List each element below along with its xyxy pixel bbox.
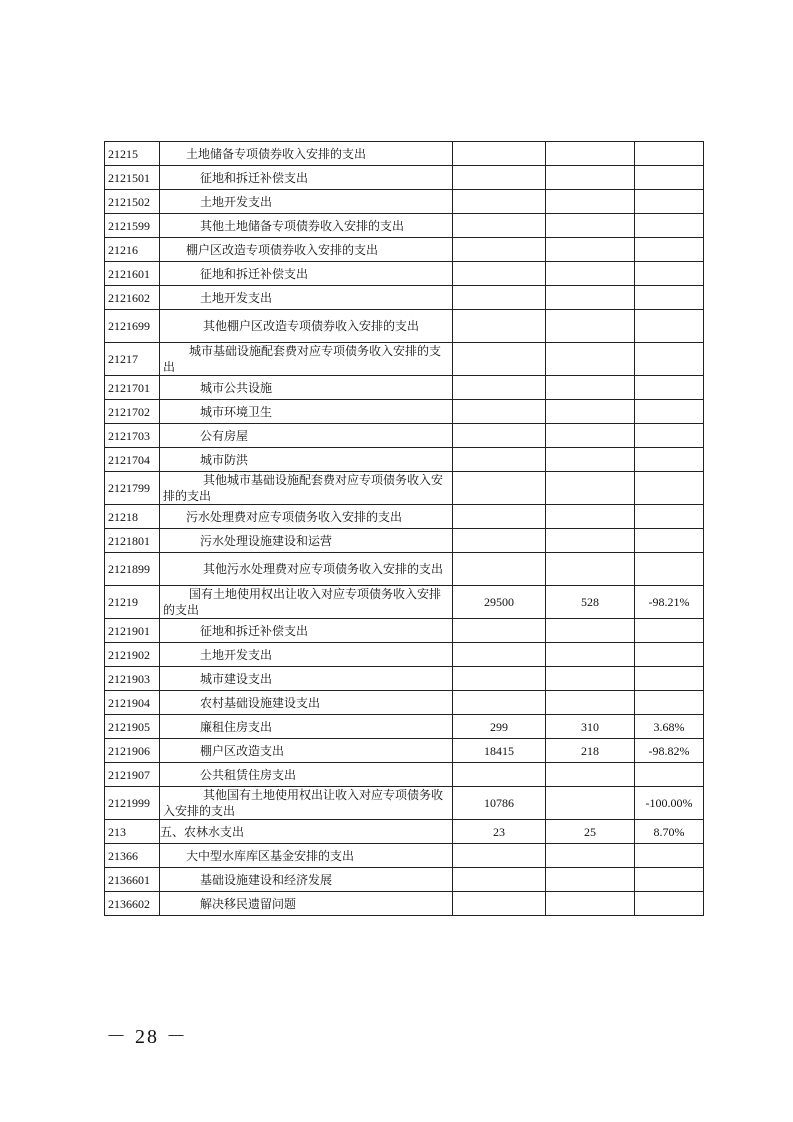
prior-year-value-cell (453, 310, 546, 343)
table-row (105, 553, 704, 586)
change-percent-cell (635, 643, 704, 667)
subject-code-cell: 2121601 (105, 262, 160, 286)
subject-name-cell: 城市基础设施配套费对应专项债务收入安排的支出 (160, 343, 453, 376)
prior-year-value-cell (453, 376, 546, 400)
table-row (105, 472, 704, 505)
subject-name-cell: 土地开发支出 (160, 643, 453, 667)
subject-name-cell: 污水处理设施建设和运营 (160, 529, 453, 553)
subject-name-cell: 其他国有土地使用权出让收入对应专项债务收入安排的支出 (160, 787, 453, 820)
change-percent-cell (635, 505, 704, 529)
change-percent-cell (635, 376, 704, 400)
subject-name-cell: 其他污水处理费对应专项债务收入安排的支出 (160, 553, 453, 586)
subject-name-cell: 解决移民遗留问题 (160, 892, 453, 916)
prior-year-value-cell: 18415 (453, 739, 546, 763)
change-percent-cell: -98.21% (635, 586, 704, 619)
current-year-value-cell (546, 892, 635, 916)
prior-year-value-cell (453, 400, 546, 424)
subject-code-cell: 2121602 (105, 286, 160, 310)
prior-year-value-cell (453, 448, 546, 472)
subject-name-cell: 城市防洪 (160, 448, 453, 472)
table-row (105, 643, 704, 667)
current-year-value-cell (546, 286, 635, 310)
subject-code-cell: 2121904 (105, 691, 160, 715)
change-percent-cell (635, 448, 704, 472)
subject-name-cell: 棚户区改造专项债券收入安排的支出 (160, 238, 453, 262)
current-year-value-cell: 218 (546, 739, 635, 763)
subject-name-cell: 其他土地储备专项债券收入安排的支出 (160, 214, 453, 238)
subject-name-cell: 其他棚户区改造专项债券收入安排的支出 (160, 310, 453, 343)
subject-code-cell: 213 (105, 820, 160, 844)
budget-table (104, 141, 704, 916)
current-year-value-cell: 310 (546, 715, 635, 739)
table-row (105, 343, 704, 376)
table-row (105, 142, 704, 166)
change-percent-cell (635, 214, 704, 238)
subject-code-cell: 2121599 (105, 214, 160, 238)
table-row (105, 586, 704, 619)
change-percent-cell (635, 844, 704, 868)
prior-year-value-cell (453, 472, 546, 505)
prior-year-value-cell: 299 (453, 715, 546, 739)
prior-year-value-cell (453, 892, 546, 916)
subject-name-cell: 棚户区改造支出 (160, 739, 453, 763)
table-row (105, 310, 704, 343)
current-year-value-cell (546, 343, 635, 376)
prior-year-value-cell (453, 142, 546, 166)
current-year-value-cell (546, 553, 635, 586)
table-row (105, 820, 704, 844)
table-row (105, 376, 704, 400)
table-row (105, 166, 704, 190)
prior-year-value-cell (453, 190, 546, 214)
current-year-value-cell (546, 424, 635, 448)
current-year-value-cell (546, 310, 635, 343)
prior-year-value-cell (453, 505, 546, 529)
subject-code-cell: 2121901 (105, 619, 160, 643)
prior-year-value-cell: 29500 (453, 586, 546, 619)
subject-code-cell: 2136602 (105, 892, 160, 916)
change-percent-cell (635, 667, 704, 691)
table-row (105, 214, 704, 238)
prior-year-value-cell (453, 643, 546, 667)
subject-code-cell: 2121704 (105, 448, 160, 472)
prior-year-value-cell (453, 667, 546, 691)
subject-name-cell: 污水处理费对应专项债务收入安排的支出 (160, 505, 453, 529)
current-year-value-cell (546, 667, 635, 691)
subject-name-cell: 城市公共设施 (160, 376, 453, 400)
table-row (105, 286, 704, 310)
subject-code-cell: 2121906 (105, 739, 160, 763)
prior-year-value-cell: 23 (453, 820, 546, 844)
subject-name-cell: 农村基础设施建设支出 (160, 691, 453, 715)
prior-year-value-cell (453, 691, 546, 715)
subject-name-cell: 公共租赁住房支出 (160, 763, 453, 787)
prior-year-value-cell (453, 166, 546, 190)
current-year-value-cell (546, 238, 635, 262)
subject-code-cell: 21215 (105, 142, 160, 166)
change-percent-cell (635, 343, 704, 376)
prior-year-value-cell (453, 763, 546, 787)
change-percent-cell (635, 619, 704, 643)
current-year-value-cell (546, 643, 635, 667)
change-percent-cell (635, 142, 704, 166)
change-percent-cell: -98.82% (635, 739, 704, 763)
change-percent-cell (635, 868, 704, 892)
current-year-value-cell: 25 (546, 820, 635, 844)
subject-name-cell: 征地和拆迁补偿支出 (160, 619, 453, 643)
current-year-value-cell (546, 763, 635, 787)
subject-code-cell: 2121799 (105, 472, 160, 505)
table-row (105, 619, 704, 643)
subject-name-cell: 基础设施建设和经济发展 (160, 868, 453, 892)
table-row (105, 667, 704, 691)
subject-name-cell: 征地和拆迁补偿支出 (160, 166, 453, 190)
subject-code-cell: 2121501 (105, 166, 160, 190)
subject-name-cell: 大中型水库库区基金安排的支出 (160, 844, 453, 868)
prior-year-value-cell (453, 286, 546, 310)
subject-code-cell: 2121903 (105, 667, 160, 691)
prior-year-value-cell (453, 424, 546, 448)
prior-year-value-cell (453, 619, 546, 643)
change-percent-cell (635, 310, 704, 343)
subject-code-cell: 2121702 (105, 400, 160, 424)
table-row (105, 448, 704, 472)
prior-year-value-cell (453, 214, 546, 238)
current-year-value-cell (546, 448, 635, 472)
prior-year-value-cell (453, 238, 546, 262)
current-year-value-cell: 528 (546, 586, 635, 619)
page-number: － 28 － (106, 1026, 188, 1048)
subject-name-cell: 土地开发支出 (160, 286, 453, 310)
change-percent-cell (635, 262, 704, 286)
subject-code-cell: 21366 (105, 844, 160, 868)
table-row (105, 262, 704, 286)
prior-year-value-cell (453, 262, 546, 286)
table-row (105, 400, 704, 424)
subject-code-cell: 2121907 (105, 763, 160, 787)
current-year-value-cell (546, 868, 635, 892)
subject-code-cell: 2121899 (105, 553, 160, 586)
current-year-value-cell (546, 376, 635, 400)
subject-code-cell: 21216 (105, 238, 160, 262)
prior-year-value-cell (453, 343, 546, 376)
change-percent-cell (635, 400, 704, 424)
subject-code-cell: 2121701 (105, 376, 160, 400)
subject-name-cell: 公有房屋 (160, 424, 453, 448)
subject-code-cell: 2121801 (105, 529, 160, 553)
table-row (105, 238, 704, 262)
change-percent-cell (635, 166, 704, 190)
subject-name-cell: 五、农林水支出 (160, 820, 453, 844)
current-year-value-cell (546, 214, 635, 238)
change-percent-cell (635, 424, 704, 448)
current-year-value-cell (546, 619, 635, 643)
prior-year-value-cell (453, 844, 546, 868)
subject-code-cell: 21219 (105, 586, 160, 619)
table-row (105, 529, 704, 553)
current-year-value-cell (546, 190, 635, 214)
subject-name-cell: 城市环境卫生 (160, 400, 453, 424)
subject-name-cell: 征地和拆迁补偿支出 (160, 262, 453, 286)
current-year-value-cell (546, 529, 635, 553)
subject-name-cell: 土地开发支出 (160, 190, 453, 214)
subject-name-cell: 廉租住房支出 (160, 715, 453, 739)
table-row (105, 868, 704, 892)
current-year-value-cell (546, 262, 635, 286)
prior-year-value-cell (453, 868, 546, 892)
subject-code-cell: 2121703 (105, 424, 160, 448)
table-row (105, 844, 704, 868)
subject-name-cell: 土地储备专项债券收入安排的支出 (160, 142, 453, 166)
current-year-value-cell (546, 142, 635, 166)
table-row (105, 505, 704, 529)
table-row (105, 739, 704, 763)
change-percent-cell: 8.70% (635, 820, 704, 844)
subject-name-cell: 国有土地使用权出让收入对应专项债务收入安排的支出 (160, 586, 453, 619)
current-year-value-cell (546, 472, 635, 505)
change-percent-cell (635, 238, 704, 262)
table-row (105, 892, 704, 916)
subject-code-cell: 2121999 (105, 787, 160, 820)
change-percent-cell (635, 892, 704, 916)
change-percent-cell (635, 286, 704, 310)
change-percent-cell (635, 553, 704, 586)
table-body (105, 142, 704, 916)
table-row (105, 787, 704, 820)
subject-code-cell: 21217 (105, 343, 160, 376)
subject-name-cell: 城市建设支出 (160, 667, 453, 691)
subject-code-cell: 2136601 (105, 868, 160, 892)
current-year-value-cell (546, 787, 635, 820)
table-row (105, 763, 704, 787)
current-year-value-cell (546, 166, 635, 190)
change-percent-cell: -100.00% (635, 787, 704, 820)
subject-code-cell: 2121905 (105, 715, 160, 739)
table-row (105, 190, 704, 214)
change-percent-cell (635, 691, 704, 715)
subject-name-cell: 其他城市基础设施配套费对应专项债务收入安排的支出 (160, 472, 453, 505)
current-year-value-cell (546, 844, 635, 868)
current-year-value-cell (546, 400, 635, 424)
subject-code-cell: 21218 (105, 505, 160, 529)
subject-code-cell: 2121902 (105, 643, 160, 667)
table-row (105, 424, 704, 448)
subject-code-cell: 2121699 (105, 310, 160, 343)
table-row (105, 715, 704, 739)
table-row (105, 691, 704, 715)
prior-year-value-cell (453, 529, 546, 553)
subject-code-cell: 2121502 (105, 190, 160, 214)
prior-year-value-cell: 10786 (453, 787, 546, 820)
change-percent-cell (635, 529, 704, 553)
change-percent-cell (635, 472, 704, 505)
change-percent-cell: 3.68% (635, 715, 704, 739)
prior-year-value-cell (453, 553, 546, 586)
current-year-value-cell (546, 505, 635, 529)
change-percent-cell (635, 190, 704, 214)
change-percent-cell (635, 763, 704, 787)
current-year-value-cell (546, 691, 635, 715)
